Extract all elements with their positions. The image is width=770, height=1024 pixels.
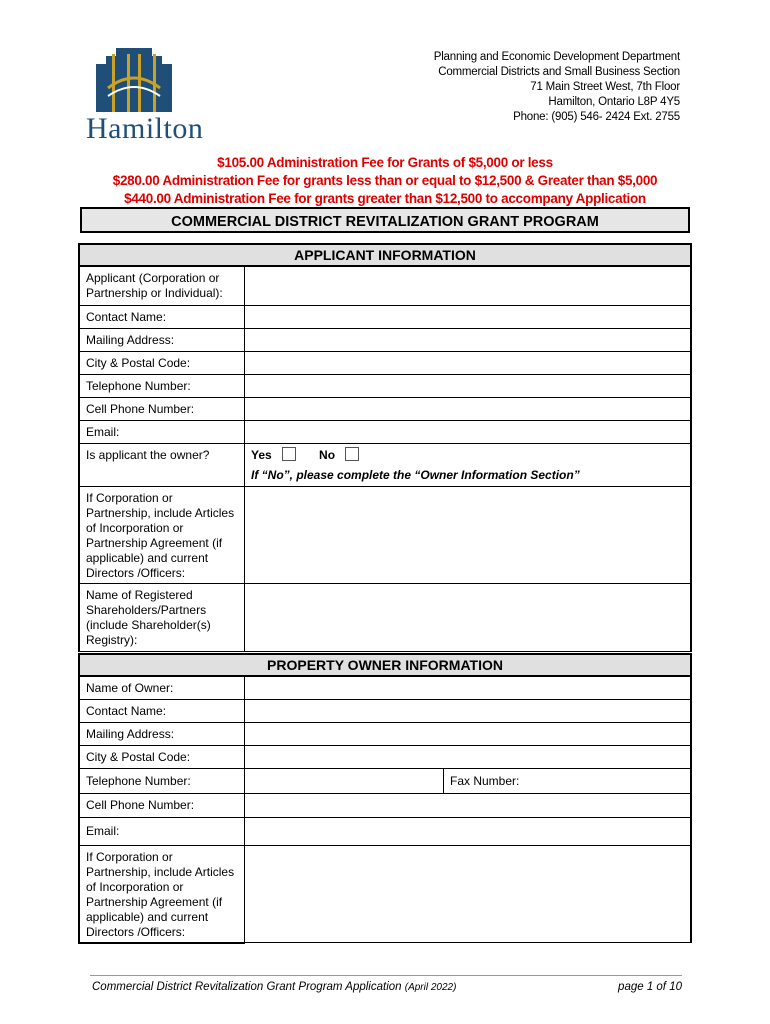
fee-line: $280.00 Administration Fee for grants less than or equal to $12,500 & Greater than $5,000 (112, 173, 658, 188)
owner-telephone-field[interactable] (245, 769, 444, 794)
owner-name-label: Name of Owner: (79, 676, 245, 700)
address-line: Phone: (905) 546- 2424 Ext. 2755 (513, 111, 680, 123)
program-title: COMMERCIAL DISTRICT REVITALIZATION GRANT PROGRAM (80, 207, 690, 233)
yes-label: Yes (251, 447, 272, 462)
owner-name-field[interactable] (245, 676, 692, 700)
owner-email-label: Email: (79, 818, 245, 846)
shareholders-label: Name of Registered Shareholders/Partners (include Shareholder(s) Registry): (79, 583, 245, 651)
city-postal-field[interactable] (245, 351, 692, 374)
contact-name-field[interactable] (245, 305, 692, 328)
footer-date: (April 2022) (404, 982, 457, 993)
telephone-label: Telephone Number: (79, 374, 245, 397)
email-field[interactable] (245, 420, 692, 443)
owner-mailing-label: Mailing Address: (79, 723, 245, 746)
shareholders-field[interactable] (245, 583, 692, 651)
owner-city-label: City & Postal Code: (79, 746, 245, 769)
corp-docs-field[interactable] (245, 486, 692, 583)
email-label: Email: (79, 420, 245, 443)
fee-line: $105.00 Administration Fee for Grants of $5,000 or less (217, 155, 553, 170)
corp-docs-label: If Corporation or Partnership, include Articles of Incorporation or Partnership Agreement (if applicable) and current Directors /Officers: (79, 486, 245, 583)
fee-line: $440.00 Administration Fee for grants greater than $12,500 to accompany Application (124, 191, 646, 206)
no-checkbox[interactable] (345, 447, 359, 461)
contact-name-label: Contact Name: (79, 305, 245, 328)
cell-phone-label: Cell Phone Number: (79, 397, 245, 420)
owner-cell-label: Cell Phone Number: (79, 794, 245, 818)
footer-title-text: Commercial District Revitalization Grant Program Application (92, 981, 402, 993)
address-line: Planning and Economic Development Department (433, 51, 680, 63)
owner-cell-field[interactable] (245, 794, 692, 818)
owner-section-title: PROPERTY OWNER INFORMATION (79, 654, 691, 676)
hamilton-logo-mark (88, 48, 180, 112)
owner-city-field[interactable] (245, 746, 692, 769)
address-line: Hamilton, Ontario L8P 4Y5 (548, 96, 680, 108)
is-owner-field (245, 443, 692, 486)
cell-phone-field[interactable] (245, 397, 692, 420)
footer-divider (90, 975, 682, 976)
applicant-name-label: Applicant (Corporation or Partnership or Individual): (79, 266, 245, 305)
hamilton-logo-text: Hamilton (86, 112, 204, 145)
owner-telephone-label: Telephone Number: (79, 769, 245, 794)
owner-contact-label: Contact Name: (79, 700, 245, 723)
address-line: Commercial Districts and Small Business Section (438, 66, 680, 78)
applicant-section-title: APPLICANT INFORMATION (79, 244, 691, 266)
owner-contact-field[interactable] (245, 700, 692, 723)
owner-corp-docs-label: If Corporation or Partnership, include Articles of Incorporation or Partnership Agreement (if applicable) and current Directors /Officers: (79, 846, 245, 943)
address-line: 71 Main Street West, 7th Floor (530, 81, 680, 93)
administration-fees (78, 154, 692, 208)
owner-fax-field[interactable] (444, 769, 692, 794)
owner-mailing-field[interactable] (245, 723, 692, 746)
telephone-field[interactable] (245, 374, 692, 397)
no-label: No (319, 447, 336, 462)
mailing-address-label: Mailing Address: (79, 328, 245, 351)
is-owner-label: Is applicant the owner? (79, 443, 245, 486)
footer-title (92, 981, 456, 993)
department-address (434, 50, 680, 125)
applicant-information-table (78, 243, 692, 652)
page-number: page 1 of 10 (618, 981, 682, 993)
property-owner-table (78, 653, 692, 944)
applicant-name-field[interactable] (245, 266, 692, 305)
yes-checkbox[interactable] (282, 447, 296, 461)
owner-email-field[interactable] (245, 818, 692, 846)
mailing-address-field[interactable] (245, 328, 692, 351)
city-postal-label: City & Postal Code: (79, 351, 245, 374)
owner-fax-label: Fax Number: (450, 774, 520, 788)
owner-note: If “No”, please complete the “Owner Information Section” (251, 467, 580, 482)
owner-corp-docs-field[interactable] (245, 846, 692, 943)
